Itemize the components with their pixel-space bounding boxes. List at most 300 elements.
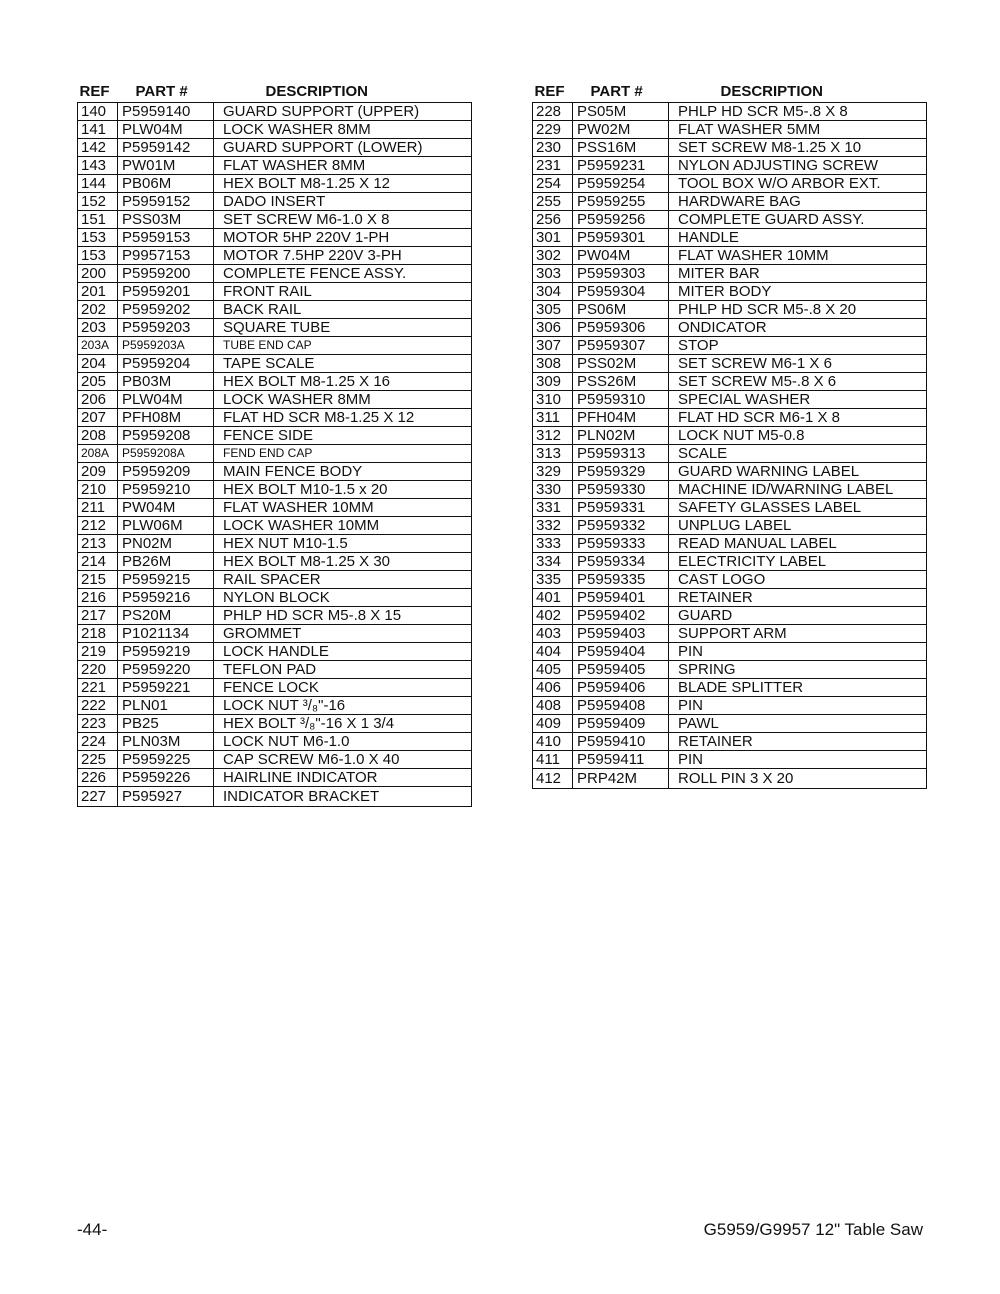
- description-cell: SET SCREW M6-1 X 6: [669, 355, 927, 373]
- part-number-cell: P5959406: [573, 679, 669, 697]
- table-row: [533, 337, 927, 355]
- description-cell: HEX BOLT M8-1.25 X 30: [214, 553, 472, 571]
- ref-cell: 226: [78, 769, 118, 787]
- ref-cell: 334: [533, 553, 573, 571]
- ref-cell: 213: [78, 535, 118, 553]
- part-number-cell: PSS02M: [573, 355, 669, 373]
- description-cell: ELECTRICITY LABEL: [669, 553, 927, 571]
- part-number-cell: PLN03M: [118, 733, 214, 751]
- ref-cell: 153: [78, 229, 118, 247]
- table-row: [533, 391, 927, 409]
- description-cell: CAST LOGO: [669, 571, 927, 589]
- ref-cell: 152: [78, 193, 118, 211]
- ref-cell: 144: [78, 175, 118, 193]
- part-number-cell: PW04M: [118, 499, 214, 517]
- ref-cell: 222: [78, 697, 118, 715]
- ref-cell: 229: [533, 121, 573, 139]
- part-number-cell: P5959313: [573, 445, 669, 463]
- part-number-cell: P5959140: [118, 103, 214, 121]
- table-row: [78, 337, 472, 355]
- table-row: [78, 373, 472, 391]
- table-row: [78, 571, 472, 589]
- ref-cell: 151: [78, 211, 118, 229]
- table-row: [533, 427, 927, 445]
- ref-cell: 303: [533, 265, 573, 283]
- part-number-cell: P5959403: [573, 625, 669, 643]
- table-row: [533, 769, 927, 789]
- ref-cell: 313: [533, 445, 573, 463]
- part-number-cell: P5959215: [118, 571, 214, 589]
- part-number-cell: P5959204: [118, 355, 214, 373]
- table-row: [533, 373, 927, 391]
- description-cell: SET SCREW M6-1.0 X 8: [214, 211, 472, 229]
- part-number-cell: PB26M: [118, 553, 214, 571]
- table-row: [533, 589, 927, 607]
- description-cell: FEND END CAP: [214, 445, 472, 463]
- table-row: [78, 319, 472, 337]
- description-cell: LOCK NUT ³/₈"-16: [214, 697, 472, 715]
- table-row: [533, 409, 927, 427]
- table-row: [533, 499, 927, 517]
- description-cell: MOTOR 7.5HP 220V 3-PH: [214, 247, 472, 265]
- part-number-cell: P9957153: [118, 247, 214, 265]
- description-cell: HEX NUT M10-1.5: [214, 535, 472, 553]
- ref-cell: 254: [533, 175, 573, 193]
- part-number-cell: PRP42M: [573, 769, 669, 789]
- description-cell: CAP SCREW M6-1.0 X 40: [214, 751, 472, 769]
- ref-cell: 256: [533, 211, 573, 229]
- table-row: [533, 355, 927, 373]
- part-number-cell: PN02M: [118, 535, 214, 553]
- table-row: [533, 211, 927, 229]
- ref-cell: 403: [533, 625, 573, 643]
- part-number-cell: P5959255: [573, 193, 669, 211]
- part-number-cell: P1021134: [118, 625, 214, 643]
- description-cell: MITER BAR: [669, 265, 927, 283]
- description-cell: GUARD SUPPORT (UPPER): [214, 103, 472, 121]
- ref-cell: 312: [533, 427, 573, 445]
- part-number-cell: P5959303: [573, 265, 669, 283]
- table-row: [78, 193, 472, 211]
- table-header-row: [533, 76, 927, 103]
- ref-cell: 204: [78, 355, 118, 373]
- description-cell: LOCK NUT M5-0.8: [669, 427, 927, 445]
- part-number-cell: P5959209: [118, 463, 214, 481]
- ref-cell: 301: [533, 229, 573, 247]
- part-number-cell: P5959306: [573, 319, 669, 337]
- ref-cell: 305: [533, 301, 573, 319]
- table-row: [533, 517, 927, 535]
- description-cell: PIN: [669, 697, 927, 715]
- description-cell: HEX BOLT ³/₈"-16 X 1 3/4: [214, 715, 472, 733]
- table-row: [533, 481, 927, 499]
- table-row: [533, 625, 927, 643]
- part-number-cell: P5959220: [118, 661, 214, 679]
- table-row: [78, 679, 472, 697]
- table-row: [533, 445, 927, 463]
- description-cell: PHLP HD SCR M5-.8 X 8: [669, 103, 927, 121]
- ref-cell: 406: [533, 679, 573, 697]
- description-cell: SPRING: [669, 661, 927, 679]
- table-row: [533, 265, 927, 283]
- table-row: [78, 661, 472, 679]
- description-cell: UNPLUG LABEL: [669, 517, 927, 535]
- header-ref: REF: [534, 83, 565, 100]
- ref-cell: 332: [533, 517, 573, 535]
- description-cell: MAIN FENCE BODY: [214, 463, 472, 481]
- description-cell: ROLL PIN 3 X 20: [669, 769, 927, 789]
- description-cell: BLADE SPLITTER: [669, 679, 927, 697]
- part-number-cell: PFH04M: [573, 409, 669, 427]
- ref-cell: 231: [533, 157, 573, 175]
- description-cell: PIN: [669, 643, 927, 661]
- description-cell: TAPE SCALE: [214, 355, 472, 373]
- description-cell: FLAT HD SCR M8-1.25 X 12: [214, 409, 472, 427]
- ref-cell: 409: [533, 715, 573, 733]
- description-cell: FENCE LOCK: [214, 679, 472, 697]
- ref-cell: 153: [78, 247, 118, 265]
- table-row: [78, 445, 472, 463]
- part-number-cell: PLW04M: [118, 121, 214, 139]
- table-row: [533, 553, 927, 571]
- part-number-cell: P5959330: [573, 481, 669, 499]
- description-cell: PAWL: [669, 715, 927, 733]
- part-number-cell: P5959307: [573, 337, 669, 355]
- table-row: [78, 751, 472, 769]
- ref-cell: 205: [78, 373, 118, 391]
- description-cell: HARDWARE BAG: [669, 193, 927, 211]
- part-number-cell: PB06M: [118, 175, 214, 193]
- ref-cell: 307: [533, 337, 573, 355]
- part-number-cell: P5959304: [573, 283, 669, 301]
- table-row: [533, 121, 927, 139]
- table-row: [78, 553, 472, 571]
- description-cell: MACHINE ID/WARNING LABEL: [669, 481, 927, 499]
- part-number-cell: P5959402: [573, 607, 669, 625]
- part-number-cell: P5959301: [573, 229, 669, 247]
- part-number-cell: P5959310: [573, 391, 669, 409]
- ref-cell: 214: [78, 553, 118, 571]
- table-row: [78, 247, 472, 265]
- table-row: [533, 301, 927, 319]
- part-number-cell: P5959203A: [118, 337, 214, 355]
- table-row: [78, 499, 472, 517]
- part-number-cell: P5959208A: [118, 445, 214, 463]
- description-cell: PIN: [669, 751, 927, 769]
- table-row: [78, 697, 472, 715]
- table-row: [533, 679, 927, 697]
- part-number-cell: P5959411: [573, 751, 669, 769]
- ref-cell: 335: [533, 571, 573, 589]
- ref-cell: 404: [533, 643, 573, 661]
- ref-cell: 215: [78, 571, 118, 589]
- ref-cell: 333: [533, 535, 573, 553]
- ref-cell: 203: [78, 319, 118, 337]
- ref-cell: 228: [533, 103, 573, 121]
- part-number-cell: P5959219: [118, 643, 214, 661]
- header-part-number: PART #: [590, 83, 643, 100]
- description-cell: HEX BOLT M10-1.5 x 20: [214, 481, 472, 499]
- table-row: [78, 229, 472, 247]
- part-number-cell: PB25: [118, 715, 214, 733]
- table-row: [533, 607, 927, 625]
- part-number-cell: P5959254: [573, 175, 669, 193]
- table-row: [533, 463, 927, 481]
- table-row: [78, 535, 472, 553]
- part-number-cell: P5959404: [573, 643, 669, 661]
- description-cell: HAIRLINE INDICATOR: [214, 769, 472, 787]
- part-number-cell: P5959334: [573, 553, 669, 571]
- table-row: [78, 409, 472, 427]
- description-cell: HANDLE: [669, 229, 927, 247]
- part-number-cell: PS05M: [573, 103, 669, 121]
- table-row: [533, 247, 927, 265]
- description-cell: RETAINER: [669, 733, 927, 751]
- table-row: [533, 157, 927, 175]
- page-number: -44-: [77, 1220, 108, 1239]
- part-number-cell: P5959216: [118, 589, 214, 607]
- part-number-cell: PLN01: [118, 697, 214, 715]
- description-cell: TOOL BOX W/O ARBOR EXT.: [669, 175, 927, 193]
- table-row: [533, 535, 927, 553]
- part-number-cell: P5959202: [118, 301, 214, 319]
- parts-table-right-body: [533, 103, 927, 789]
- ref-cell: 211: [78, 499, 118, 517]
- table-row: [533, 715, 927, 733]
- description-cell: COMPLETE GUARD ASSY.: [669, 211, 927, 229]
- ref-cell: 225: [78, 751, 118, 769]
- description-cell: RAIL SPACER: [214, 571, 472, 589]
- part-number-cell: PLW04M: [118, 391, 214, 409]
- description-cell: LOCK WASHER 8MM: [214, 121, 472, 139]
- ref-cell: 411: [533, 751, 573, 769]
- table-row: [533, 571, 927, 589]
- ref-cell: 208A: [78, 445, 118, 463]
- ref-cell: 221: [78, 679, 118, 697]
- description-cell: LOCK WASHER 10MM: [214, 517, 472, 535]
- ref-cell: 329: [533, 463, 573, 481]
- table-row: [78, 283, 472, 301]
- table-row: [533, 103, 927, 121]
- table-row: [533, 283, 927, 301]
- description-cell: PHLP HD SCR M5-.8 X 15: [214, 607, 472, 625]
- description-cell: SCALE: [669, 445, 927, 463]
- table-row: [533, 193, 927, 211]
- table-row: [78, 265, 472, 283]
- part-number-cell: P5959410: [573, 733, 669, 751]
- table-row: [533, 643, 927, 661]
- table-row: [78, 355, 472, 373]
- part-number-cell: P5959153: [118, 229, 214, 247]
- part-number-cell: P5959231: [573, 157, 669, 175]
- ref-cell: 141: [78, 121, 118, 139]
- ref-cell: 224: [78, 733, 118, 751]
- part-number-cell: PW01M: [118, 157, 214, 175]
- ref-cell: 304: [533, 283, 573, 301]
- table-header-row: [78, 76, 472, 103]
- table-row: [533, 229, 927, 247]
- part-number-cell: P5959333: [573, 535, 669, 553]
- description-cell: HEX BOLT M8-1.25 X 12: [214, 175, 472, 193]
- ref-cell: 405: [533, 661, 573, 679]
- table-row: [78, 517, 472, 535]
- description-cell: INDICATOR BRACKET: [214, 787, 472, 807]
- table-row: [78, 391, 472, 409]
- table-row: [533, 751, 927, 769]
- part-number-cell: P595927: [118, 787, 214, 807]
- description-cell: GUARD: [669, 607, 927, 625]
- part-number-cell: P5959142: [118, 139, 214, 157]
- table-row: [78, 625, 472, 643]
- description-cell: MITER BODY: [669, 283, 927, 301]
- manual-title: G5959/G9957 12" Table Saw: [703, 1220, 923, 1239]
- ref-cell: 219: [78, 643, 118, 661]
- part-number-cell: PW02M: [573, 121, 669, 139]
- description-cell: FLAT WASHER 5MM: [669, 121, 927, 139]
- ref-cell: 230: [533, 139, 573, 157]
- ref-cell: 227: [78, 787, 118, 807]
- ref-cell: 309: [533, 373, 573, 391]
- ref-cell: 209: [78, 463, 118, 481]
- description-cell: SUPPORT ARM: [669, 625, 927, 643]
- description-cell: FRONT RAIL: [214, 283, 472, 301]
- description-cell: FLAT WASHER 8MM: [214, 157, 472, 175]
- ref-cell: 200: [78, 265, 118, 283]
- description-cell: READ MANUAL LABEL: [669, 535, 927, 553]
- header-description: DESCRIPTION: [265, 83, 369, 100]
- table-row: [533, 175, 927, 193]
- part-number-cell: P5959332: [573, 517, 669, 535]
- part-number-cell: P5959408: [573, 697, 669, 715]
- ref-cell: 220: [78, 661, 118, 679]
- part-number-cell: P5959226: [118, 769, 214, 787]
- ref-cell: 223: [78, 715, 118, 733]
- ref-cell: 331: [533, 499, 573, 517]
- description-cell: GROMMET: [214, 625, 472, 643]
- table-row: [78, 769, 472, 787]
- description-cell: RETAINER: [669, 589, 927, 607]
- part-number-cell: PW04M: [573, 247, 669, 265]
- description-cell: MOTOR 5HP 220V 1-PH: [214, 229, 472, 247]
- table-row: [533, 319, 927, 337]
- part-number-cell: PS20M: [118, 607, 214, 625]
- ref-cell: 207: [78, 409, 118, 427]
- ref-cell: 217: [78, 607, 118, 625]
- ref-cell: 216: [78, 589, 118, 607]
- ref-cell: 201: [78, 283, 118, 301]
- parts-table-right: [532, 76, 927, 789]
- ref-cell: 311: [533, 409, 573, 427]
- table-row: [78, 427, 472, 445]
- table-row: [78, 103, 472, 121]
- ref-cell: 412: [533, 769, 573, 789]
- table-row: [78, 715, 472, 733]
- table-row: [78, 589, 472, 607]
- header-part-number: PART #: [135, 83, 188, 100]
- ref-cell: 210: [78, 481, 118, 499]
- ref-cell: 202: [78, 301, 118, 319]
- ref-cell: 310: [533, 391, 573, 409]
- description-cell: PHLP HD SCR M5-.8 X 20: [669, 301, 927, 319]
- description-cell: LOCK HANDLE: [214, 643, 472, 661]
- ref-cell: 255: [533, 193, 573, 211]
- part-number-cell: PSS26M: [573, 373, 669, 391]
- part-number-cell: PB03M: [118, 373, 214, 391]
- ref-cell: 208: [78, 427, 118, 445]
- table-row: [533, 697, 927, 715]
- ref-cell: 203A: [78, 337, 118, 355]
- ref-cell: 410: [533, 733, 573, 751]
- description-cell: SPECIAL WASHER: [669, 391, 927, 409]
- description-cell: SQUARE TUBE: [214, 319, 472, 337]
- description-cell: TUBE END CAP: [214, 337, 472, 355]
- part-number-cell: P5959225: [118, 751, 214, 769]
- ref-cell: 140: [78, 103, 118, 121]
- description-cell: ONDICATOR: [669, 319, 927, 337]
- description-cell: SET SCREW M5-.8 X 6: [669, 373, 927, 391]
- ref-cell: 330: [533, 481, 573, 499]
- part-number-cell: P5959201: [118, 283, 214, 301]
- table-row: [78, 463, 472, 481]
- part-number-cell: PSS16M: [573, 139, 669, 157]
- description-cell: NYLON BLOCK: [214, 589, 472, 607]
- description-cell: TEFLON PAD: [214, 661, 472, 679]
- description-cell: FLAT WASHER 10MM: [214, 499, 472, 517]
- description-cell: LOCK NUT M6-1.0: [214, 733, 472, 751]
- part-number-cell: P5959221: [118, 679, 214, 697]
- description-cell: DADO INSERT: [214, 193, 472, 211]
- ref-cell: 212: [78, 517, 118, 535]
- part-number-cell: P5959152: [118, 193, 214, 211]
- part-number-cell: P5959210: [118, 481, 214, 499]
- description-cell: COMPLETE FENCE ASSY.: [214, 265, 472, 283]
- description-cell: FENCE SIDE: [214, 427, 472, 445]
- ref-cell: 402: [533, 607, 573, 625]
- table-row: [78, 301, 472, 319]
- table-row: [78, 157, 472, 175]
- description-cell: NYLON ADJUSTING SCREW: [669, 157, 927, 175]
- table-row: [78, 211, 472, 229]
- part-number-cell: PSS03M: [118, 211, 214, 229]
- ref-cell: 308: [533, 355, 573, 373]
- part-number-cell: P5959329: [573, 463, 669, 481]
- table-row: [78, 787, 472, 807]
- description-cell: GUARD WARNING LABEL: [669, 463, 927, 481]
- part-number-cell: P5959200: [118, 265, 214, 283]
- description-cell: SAFETY GLASSES LABEL: [669, 499, 927, 517]
- part-number-cell: P5959331: [573, 499, 669, 517]
- ref-cell: 302: [533, 247, 573, 265]
- part-number-cell: P5959335: [573, 571, 669, 589]
- description-cell: GUARD SUPPORT (LOWER): [214, 139, 472, 157]
- table-row: [78, 139, 472, 157]
- part-number-cell: PLN02M: [573, 427, 669, 445]
- ref-cell: 408: [533, 697, 573, 715]
- part-number-cell: P5959409: [573, 715, 669, 733]
- table-row: [78, 175, 472, 193]
- table-row: [78, 607, 472, 625]
- description-cell: FLAT HD SCR M6-1 X 8: [669, 409, 927, 427]
- description-cell: SET SCREW M8-1.25 X 10: [669, 139, 927, 157]
- part-number-cell: P5959256: [573, 211, 669, 229]
- ref-cell: 401: [533, 589, 573, 607]
- part-number-cell: P5959401: [573, 589, 669, 607]
- part-number-cell: P5959208: [118, 427, 214, 445]
- table-row: [78, 481, 472, 499]
- parts-table-left-body: [78, 103, 472, 807]
- table-row: [533, 661, 927, 679]
- part-number-cell: PFH08M: [118, 409, 214, 427]
